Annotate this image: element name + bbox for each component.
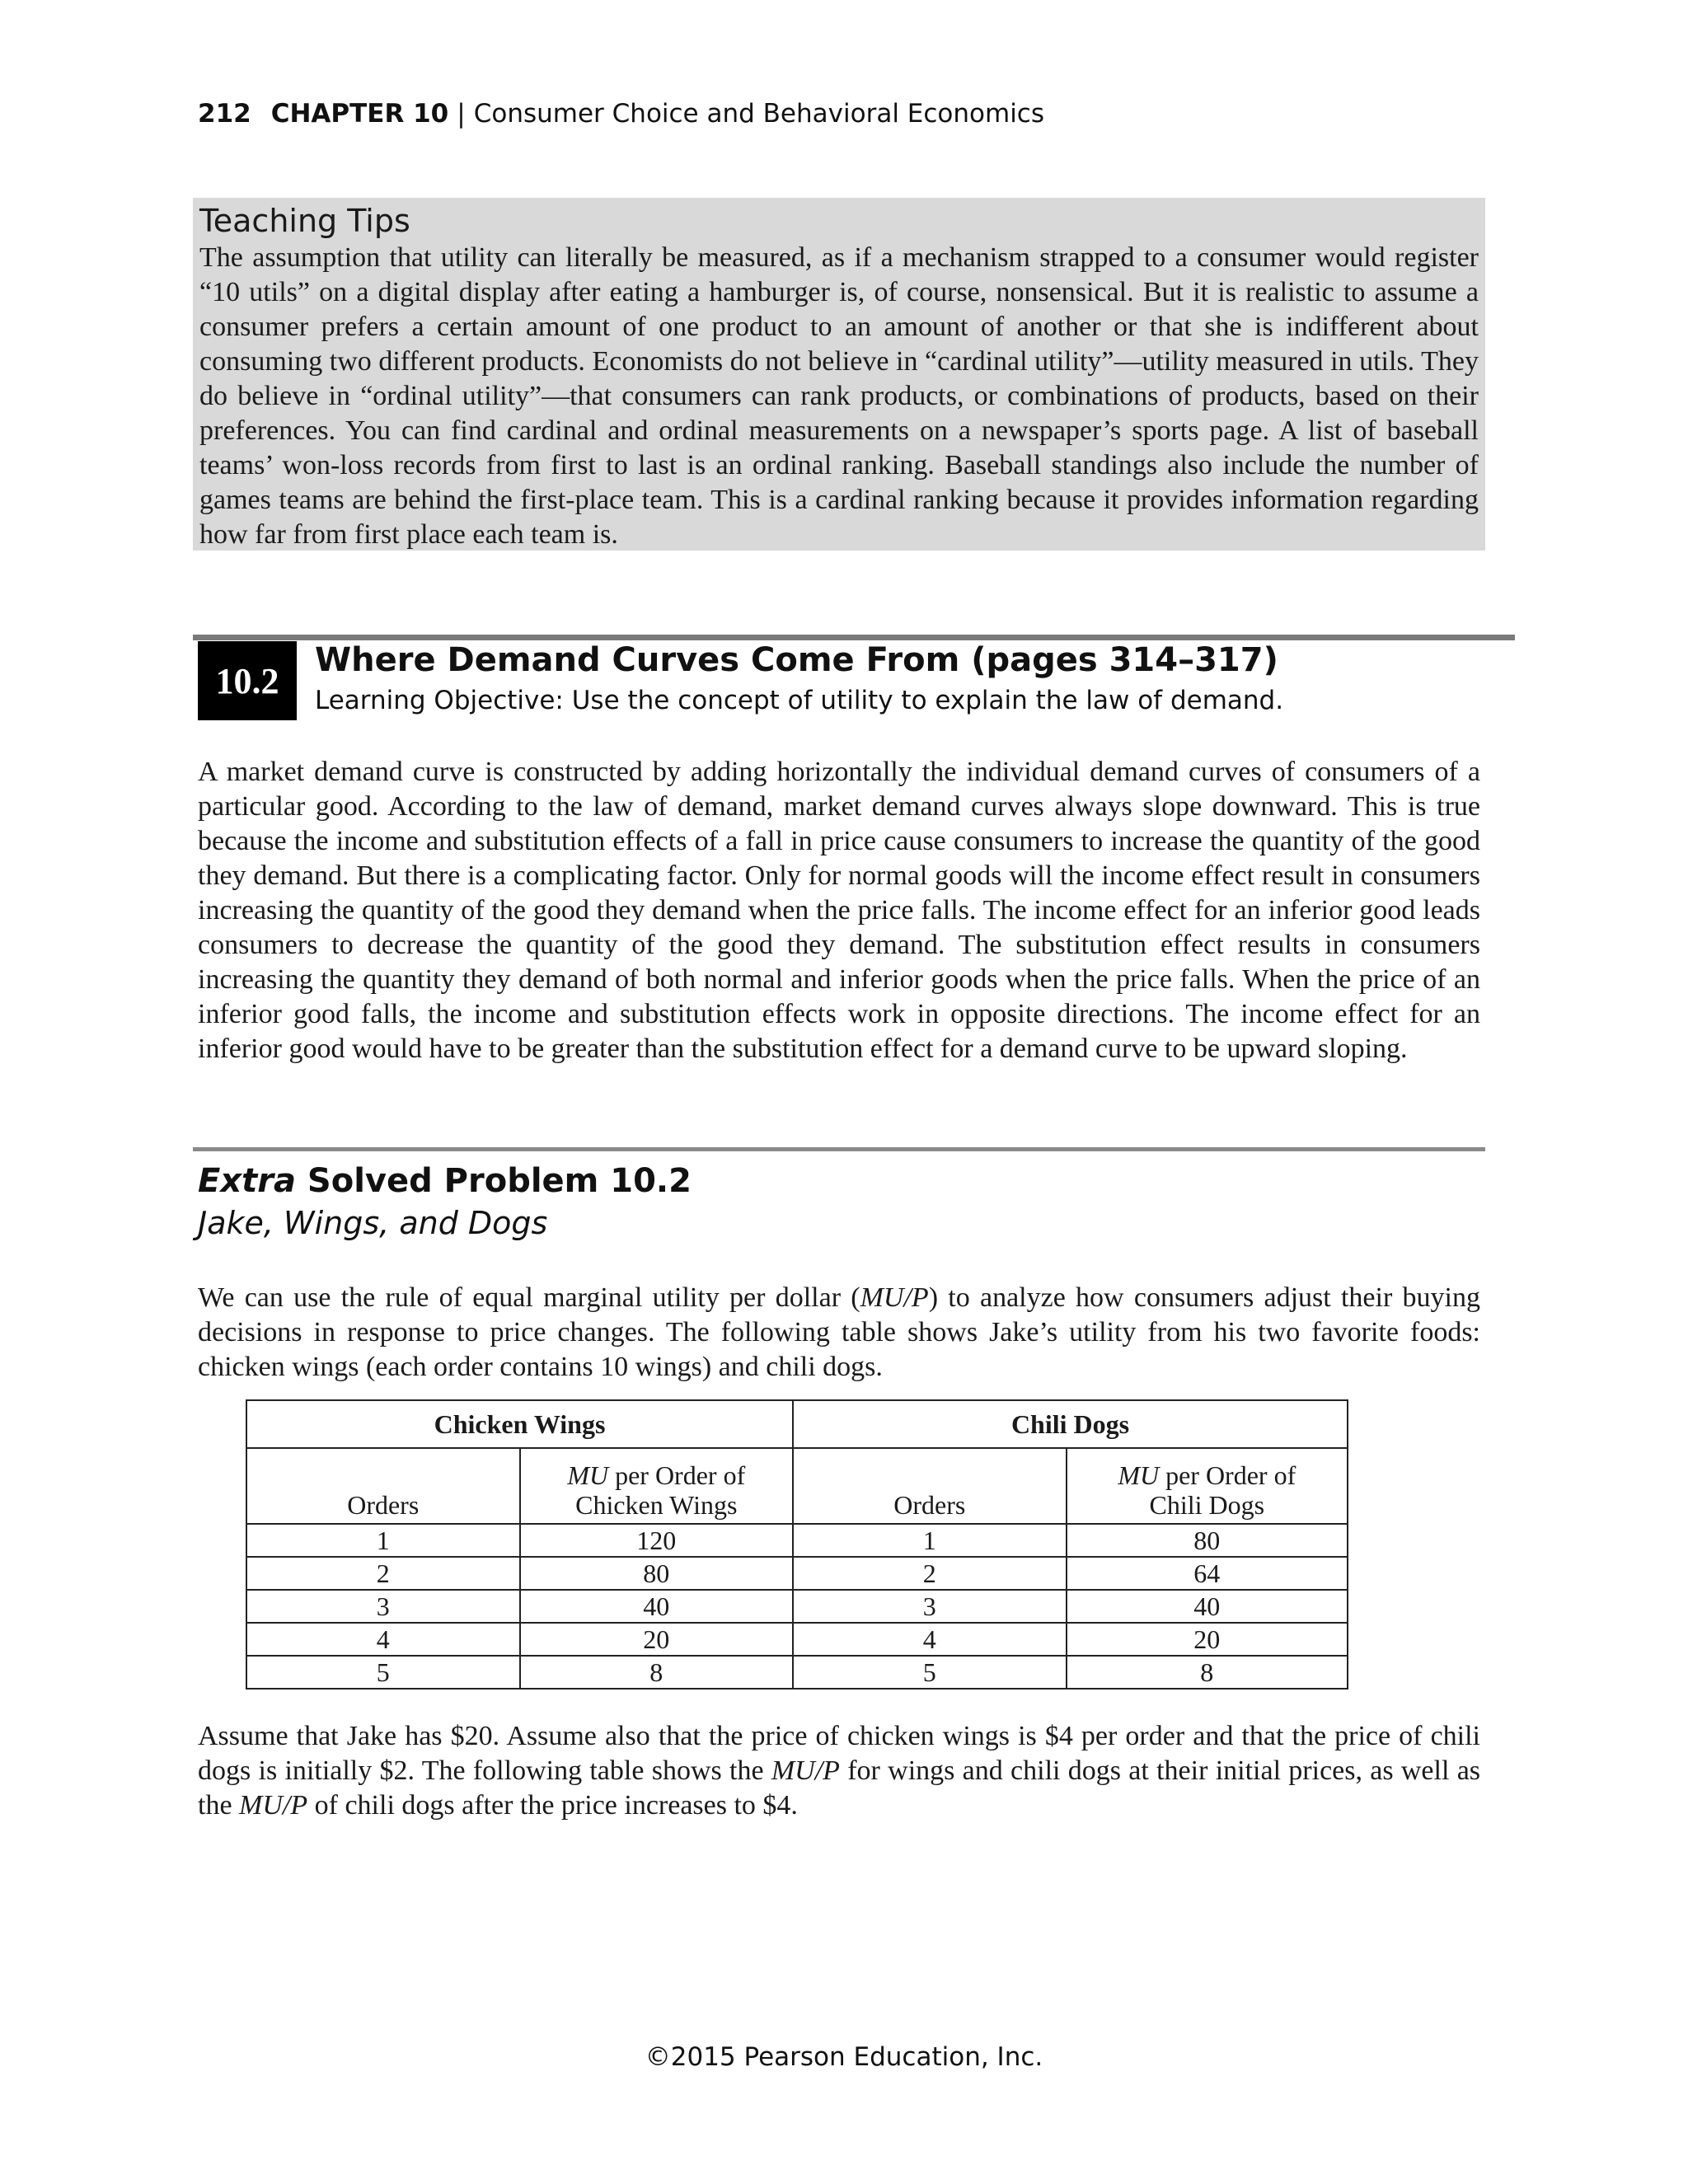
chapter-label: CHAPTER 10 (270, 99, 449, 129)
mu-italic: MU (567, 1460, 609, 1490)
table-cell: 20 (1067, 1623, 1348, 1656)
chapter-title: Consumer Choice and Behavioral Economics (473, 99, 1044, 129)
table-cell: 5 (793, 1656, 1067, 1689)
section-rule (193, 635, 1515, 640)
outro-mup-1: MU/P (771, 1755, 840, 1786)
table-group-header-row (246, 1400, 1348, 1448)
table-cell: 1 (246, 1524, 520, 1557)
table-cell: 40 (1067, 1590, 1348, 1623)
table-cell: 40 (520, 1590, 794, 1623)
table-column-header-row (246, 1448, 1348, 1524)
outro-mup-2: MU/P (239, 1790, 308, 1821)
outro-text-c: of chili dogs after the price increases to $4. (307, 1790, 798, 1821)
teaching-tips-box (193, 198, 1485, 551)
col-header-wing-mu (520, 1448, 794, 1524)
mu-rest: per Order of (608, 1460, 746, 1490)
table-cell: 4 (793, 1623, 1067, 1656)
utility-table (246, 1399, 1348, 1690)
col-header-dog-orders: Orders (793, 1448, 1067, 1524)
mu-rest: per Order of (1159, 1460, 1296, 1490)
table-row (246, 1656, 1348, 1689)
table-cell: 120 (520, 1524, 794, 1557)
table-row (246, 1590, 1348, 1623)
header-separator: | (457, 99, 466, 129)
copyright-footer: ©2015 Pearson Education, Inc. (645, 2042, 1043, 2072)
table-cell: 4 (246, 1623, 520, 1656)
table-cell: 80 (1067, 1524, 1348, 1557)
table-cell: 20 (520, 1623, 794, 1656)
mu-wings-line2: Chicken Wings (575, 1490, 738, 1520)
table-row (246, 1524, 1348, 1557)
intro-mup: MU/P (860, 1282, 929, 1313)
section-number-box: 10.2 (198, 641, 297, 720)
col-header-dog-mu (1067, 1448, 1348, 1524)
group-header-chili-dogs: Chili Dogs (793, 1400, 1348, 1448)
problem-subtitle: Jake, Wings, and Dogs (198, 1205, 548, 1241)
col-header-wing-orders: Orders (246, 1448, 520, 1524)
table-cell: 80 (520, 1557, 794, 1590)
table-cell: 3 (793, 1590, 1067, 1623)
problem-title-extra: Extra (198, 1162, 296, 1200)
problem-intro (198, 1281, 1480, 1385)
learning-objective: Learning Objective: Use the concept of utility to explain the law of demand. (315, 686, 1284, 715)
table-cell: 5 (246, 1656, 520, 1689)
running-header (198, 99, 1044, 129)
problem-outro (198, 1719, 1480, 1823)
section-body: A market demand curve is constructed by adding horizontally the individual demand curves of consumers of a particular good. According to the law of demand, market demand curves always slope downward. This is true because the income and substitution effects of a fall in price cause consumers to increase the quantity of the good they demand. But there is a complicating factor. Only for normal goods will the income effect result in consumers increasing the quantity of the good they demand when the price falls. The income effect for an inferior good leads consumers to decrease the quantity of the good they demand. The substitution effect results in consumers increasing the quantity they demand of both normal and inferior goods when the price falls. When the price of an inferior good falls, the income and substitution effects work in opposite directions. The income effect for an inferior good would have to be greater than the substitution effect for a demand curve to be upward sloping. (198, 757, 1480, 1064)
mu-italic: MU (1118, 1460, 1160, 1490)
outro-text-a: Assume that Jake has $20. Assume also that the price of chicken wings is $4 per order and that the price of chili dogs is initially $2. The following table shows the (198, 1721, 1480, 1786)
intro-text-b: ) to analyze how consumers adjust their buying decisions in response to price changes. The following table shows Jake’s utility from his two favorite foods: chicken wings (each order contains 10 wings) and chili dogs. (198, 1282, 1480, 1382)
table-cell: 2 (793, 1557, 1067, 1590)
mu-dogs-line2: Chili Dogs (1149, 1490, 1265, 1520)
table-row (246, 1623, 1348, 1656)
table-cell: 1 (793, 1524, 1067, 1557)
problem-title (198, 1162, 692, 1200)
section-title: Where Demand Curves Come From (pages 314–317) (315, 641, 1278, 679)
page-number: 212 (198, 99, 251, 129)
table-cell: 3 (246, 1590, 520, 1623)
teaching-tips-body: The assumption that utility can literally be measured, as if a mechanism strapped to a consumer would register “10 utils” on a digital display after eating a hamburger is, of course, nonsensical. But it is realistic to assume a consumer prefers a certain amount of one product to an amount of another or that she is indifferent about consuming two different products. Economists do not believe in “cardinal utility”—utility measured in utils. They do believe in “ordinal utility”—that consumers can rank products, or combinations of products, based on their preferences. You can find cardinal and ordinal measurements on a newspaper’s sports page. A list of baseball teams’ won-loss records from first to last is an ordinal ranking. Baseball standings also include the number of games teams are behind the first-place team. This is a cardinal ranking because it provides information regarding how far from first place each team is. (199, 242, 1479, 550)
table-cell: 64 (1067, 1557, 1348, 1590)
intro-text-a: We can use the rule of equal marginal utility per dollar ( (198, 1282, 860, 1313)
problem-rule (193, 1147, 1485, 1151)
table-cell: 8 (1067, 1656, 1348, 1689)
table-cell: 8 (520, 1656, 794, 1689)
table-cell: 2 (246, 1557, 520, 1590)
table-row (246, 1557, 1348, 1590)
problem-title-rest: Solved Problem 10.2 (307, 1162, 692, 1200)
group-header-chicken-wings: Chicken Wings (246, 1400, 793, 1448)
teaching-tips-title: Teaching Tips (199, 203, 410, 239)
outro-text-b: for wings and chili dogs at their initial prices, as well as the (198, 1755, 1481, 1821)
